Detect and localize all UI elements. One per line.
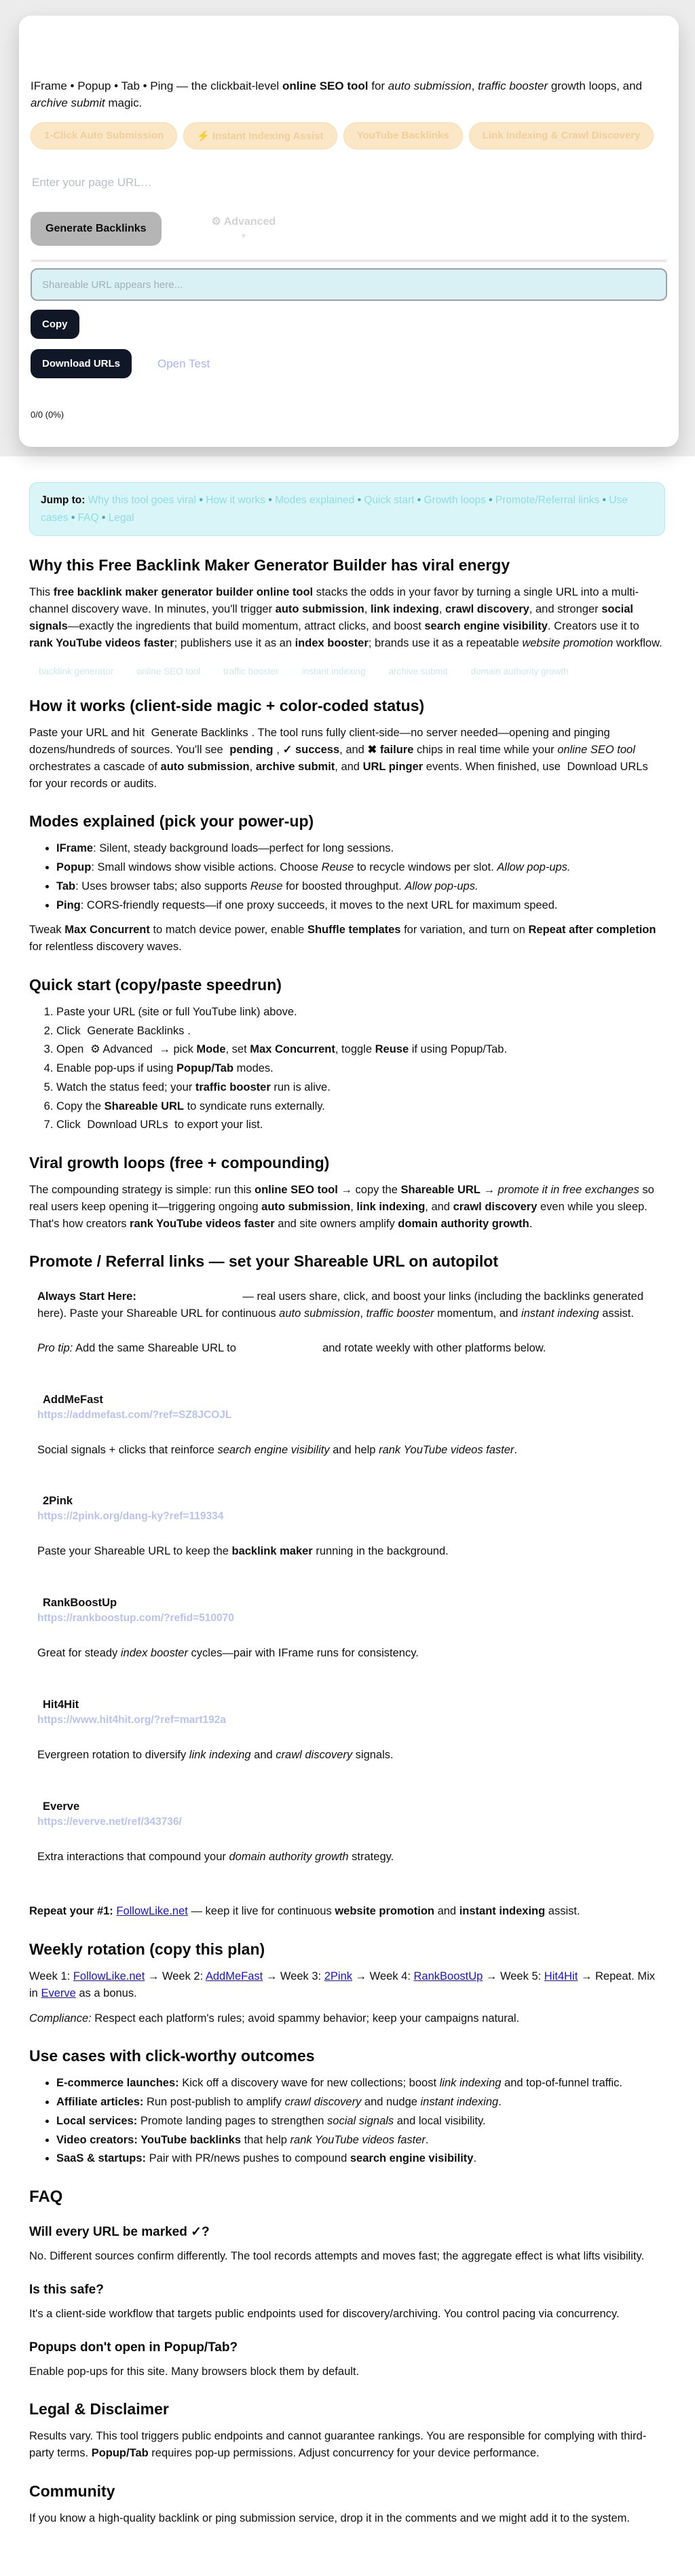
faq-answer-marked: No. Different sources confirm differently. The tool records attempts and moves fast; the aggregate effect is what lifts visibility. [29, 2250, 645, 2263]
hero-background [0, 0, 695, 456]
gear-icon-label: ⚙ Advanced [211, 216, 276, 228]
promo-title: Hit4Hit [43, 1698, 79, 1711]
dot-separator: • [489, 494, 493, 507]
quick-step: 1. Paste your URL (site or full YouTube link) above. [56, 1004, 665, 1021]
quick-step: 5. Watch the status feed; your traffic booster run is alive. [56, 1079, 665, 1096]
jump-link-quickstart[interactable]: Quick start [364, 494, 415, 507]
heading-why-viral: Why this Free Backlink Maker Generator Builder has viral energy [29, 556, 510, 575]
keyword-tag: instant indexing [301, 666, 366, 677]
promo-referral-link[interactable]: https://rankboostup.com/?refid=510070 [37, 1612, 234, 1625]
jump-nav-label: Jump to: [41, 494, 86, 507]
promo-section [29, 1288, 665, 1865]
paragraph-pro-tip: Pro tip: Add the same Shareable URL to and rotate weekly with other platforms below. [37, 1341, 546, 1354]
heading-faq: FAQ [29, 2188, 63, 2207]
heading-legal: Legal & Disclaimer [29, 2400, 169, 2418]
promo-card-addmefast [37, 1394, 665, 1459]
heading-viral-growth: Viral growth loops (free + compounding) [29, 1154, 330, 1172]
use-case-item: • E-commerce launches: Kick off a discovery wave for new collections; boost link indexing and top-of-funnel traffic. [56, 2075, 665, 2092]
promo-title: 2Pink [43, 1495, 73, 1508]
progress-track [31, 259, 667, 262]
jump-link-how[interactable]: How it works [206, 494, 266, 507]
keyword-tag: online SEO tool [136, 666, 201, 677]
paragraph-weekly-rotation: Week 1: FollowLike.net → Week 2: AddMeFast → Week 3: 2Pink → Week 4: RankBoostUp → Week 5: Hit4Hit → Repeat. Mix in Everve as a bonus. [29, 1970, 656, 1999]
quick-step: 3. Open ⚙ Advanced → pick Mode, set Max Concurrent, toggle Reuse if using Popup/Tab. [56, 1041, 665, 1058]
quick-step: 7. Click Download URLs to export your list. [56, 1117, 665, 1133]
use-cases-list [29, 2075, 665, 2167]
quick-step: 2. Click Generate Backlinks . [56, 1023, 665, 1040]
mode-item-popup: • Popup: Small windows show visible actions. Choose Reuse to recycle windows per slot. Allow pop-ups. [56, 859, 665, 876]
promo-description: Paste your Shareable URL to keep the backlink maker running in the background. [37, 1545, 449, 1558]
dot-separator: • [417, 494, 421, 507]
jump-link-legal[interactable]: Legal [108, 511, 134, 524]
quick-step: 4. Enable pop-ups if using Popup/Tab modes. [56, 1060, 665, 1077]
jump-link-why[interactable]: Why this tool goes viral [88, 494, 197, 507]
promo-card-2pink [37, 1495, 665, 1560]
promo-card-rankboostup [37, 1597, 665, 1662]
feature-chip-instant-indexing: ⚡ Instant Indexing Assist [183, 122, 337, 149]
dot-separator: • [357, 494, 362, 507]
quick-start-list [29, 1004, 665, 1133]
generate-backlinks-button[interactable]: Generate Backlinks [31, 212, 162, 246]
paragraph-tweak: Tweak Max Concurrent to match device power, enable Shuffle templates for variation, and turn on Repeat after completion for relentless discovery waves. [29, 924, 656, 954]
promo-card-everve [37, 1800, 665, 1866]
use-case-item: • SaaS & startups: Pair with PR/news pushes to compound search engine visibility. [56, 2150, 665, 2167]
promo-referral-link[interactable]: https://addmefast.com/?ref=SZ8JCOJL [37, 1409, 232, 1421]
promo-title: AddMeFast [43, 1393, 103, 1406]
tool-card [19, 16, 679, 447]
paragraph-viral-growth: The compounding strategy is simple: run this online SEO tool → copy the Shareable URL → promote it in free exchanges so real users keep opening it—triggering ongoing auto submission, link indexing, and crawl discovery even while you sleep. That's how creators rank YouTube videos faster and site owners amplify domain authority growth. [29, 1184, 654, 1230]
faq-question-safe: Is this safe? [29, 2282, 104, 2297]
faq-answer-safe: It's a client-side workflow that targets public endpoints used for discovery/archiving. You control pacing via concurrency. [29, 2307, 620, 2320]
mode-item-ping: • Ping: CORS-friendly requests—if one proxy succeeds, it moves to the next URL for maximum speed. [56, 897, 665, 914]
promo-description: Evergreen rotation to diversify link indexing and crawl discovery signals. [37, 1748, 394, 1761]
dot-separator: • [602, 494, 606, 507]
keyword-tag: traffic booster [223, 666, 279, 677]
paragraph-legal: Results vary. This tool triggers public endpoints and cannot guarantee rankings. You are responsible for complying with third-party terms. Popup/Tab requires pop-up permissions. Adjust concurrency for your device performance. [29, 2430, 647, 2460]
heading-weekly-rotation: Weekly rotation (copy this plan) [29, 1940, 265, 1959]
heading-community: Community [29, 2482, 115, 2500]
faq-question-popups: Popups don't open in Popup/Tab? [29, 2340, 238, 2355]
copy-button[interactable]: Copy [31, 310, 79, 339]
heading-use-cases: Use cases with click-worthy outcomes [29, 2047, 315, 2065]
paragraph-always-start: Always Start Here: — real users share, click, and boost your links (including the backlinks generated here). Paste your Shareable URL for continuous auto submission, traffic booster momentum, and instant indexing assist. [37, 1290, 644, 1320]
heading-promote-referral: Promote / Referral links — set your Shareable URL on autopilot [29, 1252, 498, 1271]
dot-separator: • [101, 511, 106, 524]
promo-title: RankBoostUp [43, 1597, 117, 1610]
modes-list [29, 840, 665, 913]
feature-chip-link-indexing: Link Indexing & Crawl Discovery [469, 122, 654, 149]
progress-counter: 0/0 (0%) [31, 410, 64, 420]
always-start-here-block [37, 1288, 665, 1322]
jump-link-growth-loops[interactable]: Growth loops [424, 494, 486, 507]
jump-link-faq[interactable]: FAQ [77, 511, 99, 524]
paragraph-why-viral: This free backlink maker generator builder online tool stacks the odds in your favor by turning a single URL into a multi-channel discovery wave. In minutes, you'll trigger auto submission, link indexing, crawl discovery, and stronger social signals—exactly the ingredients that build momentum, attract clicks, and boost search engine visibility. Creators use it to rank YouTube videos faster; publishers use it as an index booster; brands use it as a repeatable website promotion workflow. [29, 586, 662, 649]
promo-description: Extra interactions that compound your domain authority growth strategy. [37, 1850, 394, 1863]
paragraph-repeat-number-one: Repeat your #1: FollowLike.net — keep it live for continuous website promotion and instant indexing assist. [29, 1905, 580, 1918]
use-case-item: • Affiliate articles: Run post-publish to amplify crawl discovery and nudge instant indexing. [56, 2094, 665, 2111]
jump-link-use-cases[interactable]: Use cases [41, 494, 628, 524]
promo-title: Everve [43, 1800, 80, 1813]
dot-separator: • [199, 494, 203, 507]
pro-tip-block [37, 1340, 665, 1357]
download-urls-button[interactable]: Download URLs [31, 349, 132, 378]
paragraph-how-it-works: Paste your URL and hit Generate Backlinks . The tool runs fully client-side—no server needed—opening and pinging dozens/hundreds of sources. You'll see pending , ✓ success, and ✖ failure chips in real time while your online SEO tool orchestrates a cascade of auto submission, archive submit, and URL pinger events. When finished, use Download URLs for your records or audits. [29, 727, 648, 790]
heading-how-it-works: How it works (client-side magic + color-coded status) [29, 697, 425, 715]
paragraph-compliance: Compliance: Respect each platform's rules; avoid spammy behavior; keep your campaigns natural. [29, 2012, 520, 2025]
jump-link-promote[interactable]: Promote/Referral links [495, 494, 600, 507]
jump-nav [29, 482, 665, 536]
feature-chip-auto-submission: 1-Click Auto Submission [31, 122, 177, 149]
jump-link-modes[interactable]: Modes explained [275, 494, 355, 507]
heading-modes-explained: Modes explained (pick your power-up) [29, 812, 314, 831]
mode-item-iframe: • IFrame: Silent, steady background loads—perfect for long sessions. [56, 840, 665, 857]
dot-separator: • [268, 494, 272, 507]
faq-answer-popups: Enable pop-ups for this site. Many browsers block them by default. [29, 2365, 360, 2378]
use-case-item: • Video creators: YouTube backlinks that help rank YouTube videos faster. [56, 2132, 665, 2149]
use-case-item: • Local services: Promote landing pages to strengthen social signals and local visibility. [56, 2113, 665, 2130]
promo-referral-link[interactable]: https://www.hit4hit.org/?ref=mart192a [37, 1713, 227, 1726]
mode-item-tab: • Tab: Uses browser tabs; also supports Reuse for boosted throughput. Allow pop-ups. [56, 878, 665, 895]
chevron-down-icon: ▾ [241, 231, 246, 241]
page-url-input[interactable] [31, 168, 667, 197]
advanced-toggle[interactable] [212, 215, 276, 240]
promo-description: Social signals + clicks that reinforce search engine visibility and help rank YouTube videos faster. [37, 1443, 518, 1456]
heading-quick-start: Quick start (copy/paste speedrun) [29, 975, 282, 994]
promo-description: Great for steady index booster cycles—pair with IFrame runs for consistency. [37, 1647, 419, 1660]
dot-separator: • [71, 511, 75, 524]
feature-chip-row [31, 122, 667, 149]
quick-step: 6. Copy the Shareable URL to syndicate runs externally. [56, 1098, 665, 1115]
keyword-tag: archive submit [388, 666, 448, 677]
feature-chip-youtube-backlinks: YouTube Backlinks [343, 122, 463, 149]
promo-card-hit4hit [37, 1699, 665, 1764]
keyword-tag: backlink generator [39, 666, 114, 677]
faq-question-marked: Will every URL be marked ✓? [29, 2225, 210, 2240]
promo-referral-link[interactable]: https://2pink.org/dang-ky?ref=119334 [37, 1510, 224, 1523]
keyword-tag-row [39, 666, 665, 676]
article-content [0, 482, 695, 2575]
paragraph-community: If you know a high-quality backlink or ping submission service, drop it in the comments and we might add it to the system. [29, 2511, 631, 2524]
shareable-url-output[interactable] [31, 268, 667, 301]
tool-tagline: IFrame • Popup • Tab • Ping — the clickbait-level online SEO tool for auto submission, traffic booster growth loops, and archive submit magic. [31, 79, 643, 109]
keyword-tag: domain authority growth [470, 666, 569, 677]
promo-referral-link[interactable]: https://everve.net/ref/343736/ [37, 1815, 182, 1828]
open-test-link[interactable]: Open Test [157, 357, 210, 370]
